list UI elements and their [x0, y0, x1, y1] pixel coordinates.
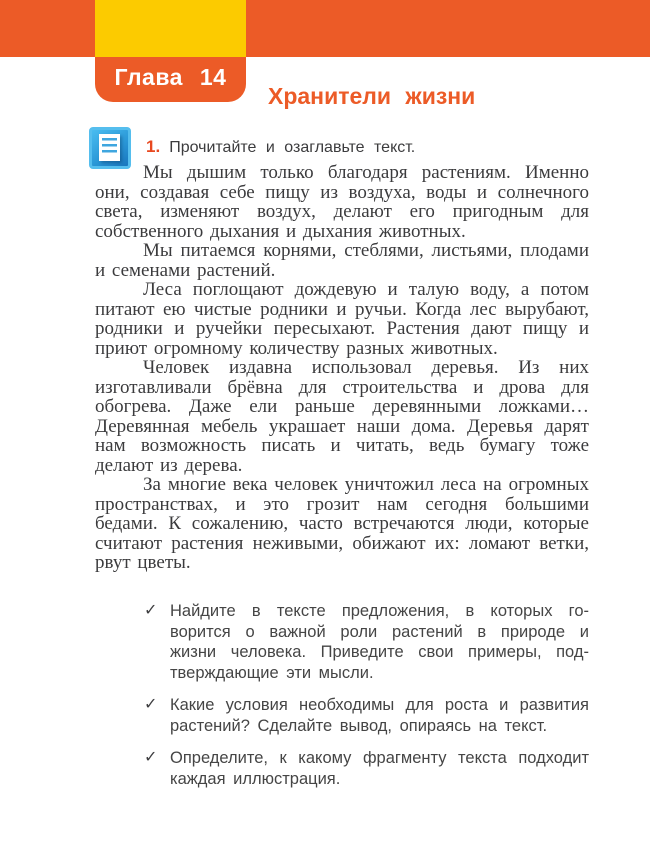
paragraph: Человек издавна использовал деревья. Из них изготавливали брёвна для строительства и дрова для обогрева. Даже ели раньше деревянными ложками… Деревянная мебель украшает наши дома. Деревья дарят нам возможность писать и читать, ведь бумагу тоже делают из дерева.: [95, 357, 589, 476]
task-line: [146, 127, 415, 157]
paragraph: Мы питаемся корнями, стеблями, листьями, плодами и семенами растений.: [95, 240, 589, 281]
question-text: Определите, к какому фрагменту текста подходит каждая иллюстрация.: [170, 749, 589, 788]
question-text: Какие условия необходимы для роста и развития растений? Сделайте вывод, опираясь на текст.: [170, 696, 589, 735]
paragraph: Мы дышим только благодаря растениям. Именно они, создавая себе пищу из воздуха, воды и солнечного света, изменяют воздух, делают его пригодным для собственного дыхания и дыхания животных.: [95, 162, 589, 242]
paragraph: За многие века человек уничтожил леса на огромных пространствах, и это грозит нам сегодня большими бедами. К сожалению, часто встречаются люди, которые считают растения неживыми, обижают их: ломают ветки, рвут цветы.: [95, 474, 589, 573]
chapter-box: [95, 57, 246, 102]
document-sheet: [99, 134, 120, 161]
question-text: Найдите в тексте предложения, в которых говорится о важной роли растений в природе и жизни человека. Приведите свои примеры, подтверждающие эти мысли.: [170, 602, 589, 682]
check-icon: ✓: [144, 602, 158, 619]
task-number: 1.: [146, 137, 161, 156]
chapter-label: Глава 14: [114, 64, 227, 90]
questions-list: [144, 601, 589, 801]
question-item: [144, 695, 589, 736]
check-icon: ✓: [144, 749, 158, 766]
question-item: [144, 601, 589, 683]
question-item: [144, 748, 589, 789]
check-icon: ✓: [144, 696, 158, 713]
yellow-accent-block: [95, 0, 246, 57]
page-title: Хранители жизни: [268, 83, 476, 109]
task-instruction: Прочитайте и озаглавьте текст.: [169, 139, 416, 156]
body-text: [95, 163, 589, 573]
paragraph: Леса поглощают дождевую и талую воду, а потом питают ею чистые родники и ручьи. Когда лес вырубают, родники и ручейки пересыхают. Растения дают пищу и приют огромному количеству разных животных.: [95, 279, 589, 359]
